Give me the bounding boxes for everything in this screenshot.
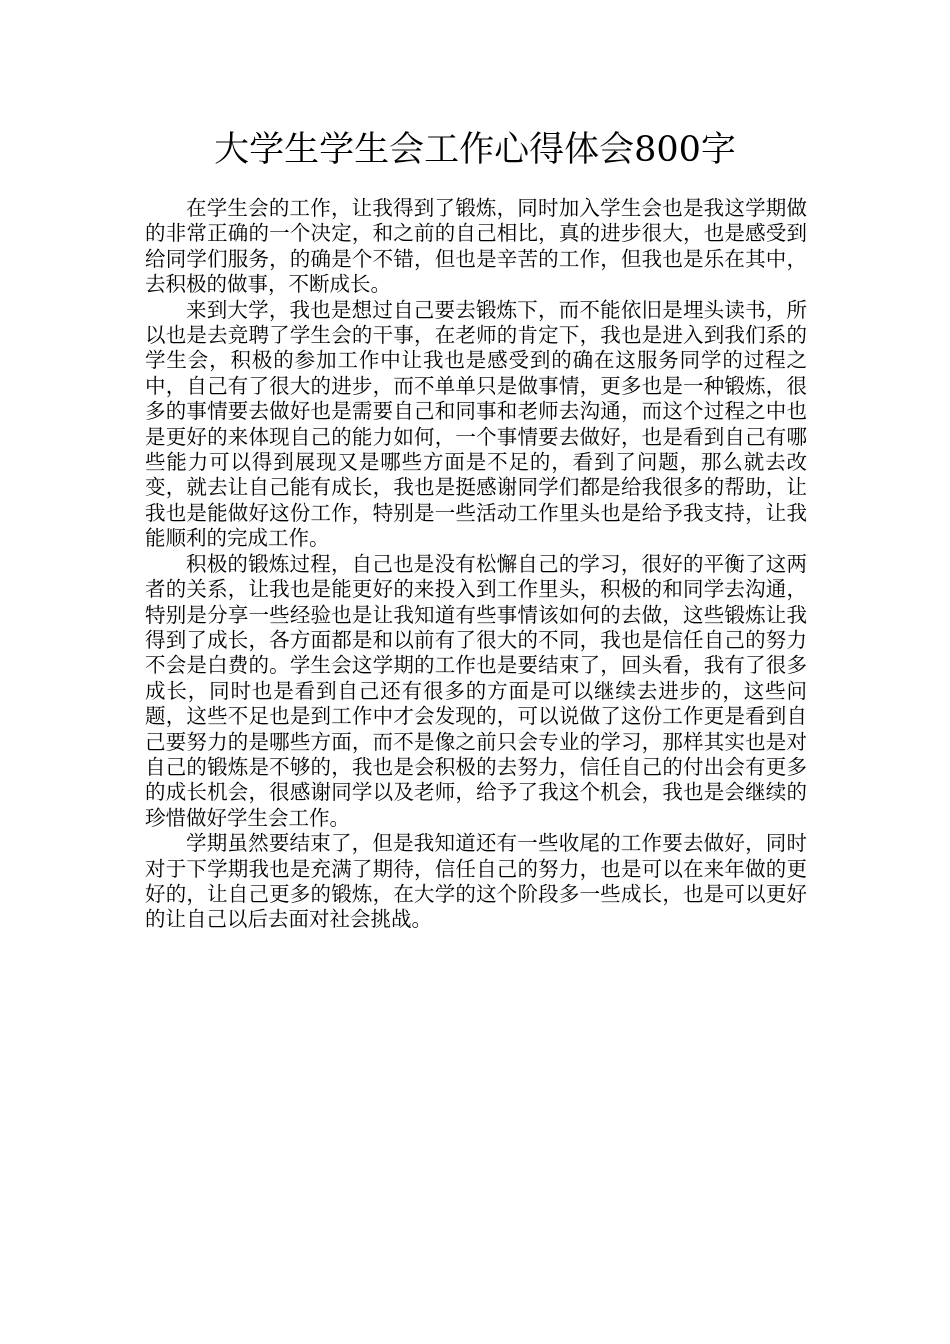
document-title: 大学生学生会工作心得体会800字 (214, 130, 736, 170)
paragraph-1: 在学生会的工作，让我得到了锻炼，同时加入学生会也是我这学期做的非常正确的一个决定，和之前的自己相比，真的进步很大，也是感受到给同学们服务，的确是个不错，但也是辛苦的工作，但我也是乐在其中，去积极的做事，不断成长。 (145, 196, 807, 297)
paragraph-2: 来到大学，我也是想过自己要去锻炼下，而不能依旧是埋头读书，所以也是去竞聘了学生会的干事，在老师的肯定下，我也是进入到我们系的学生会，积极的参加工作中让我也是感受到的确在这服务同学的过程之中，自己有了很大的进步，而不单单只是做事情，更多也是一种锻炼，很多的事情要去做好也是需要自己和同事和老师去沟通，而这个过程之中也是更好的来体现自己的能力如何，一个事情要去做好，也是看到自己有哪些能力可以得到展现又是哪些方面是不足的，看到了问题，那么就去改变，就去让自己能有成长，我也是挺感谢同学们都是给我很多的帮助，让我也是能做好这份工作，特别是一些活动工作里头也是给予我支持，让我能顺利的完成工作。 (145, 297, 807, 551)
paragraph-4: 学期虽然要结束了，但是我知道还有一些收尾的工作要去做好，同时对于下学期我也是充满了期待，信任自己的努力，也是可以在来年做的更好的，让自己更多的锻炼，在大学的这个阶段多一些成长，也是可以更好的让自己以后去面对社会挑战。 (145, 831, 807, 932)
document-body (145, 196, 807, 933)
paragraph-3: 积极的锻炼过程，自己也是没有松懈自己的学习，很好的平衡了这两者的关系，让我也是能更好的来投入到工作里头，积极的和同学去沟通，特别是分享一些经验也是让我知道有些事情该如何的去做，这些锻炼让我得到了成长，各方面都是和以前有了很大的不同，我也是信任自己的努力不会是白费的。学生会这学期的工作也是要结束了，回头看，我有了很多成长，同时也是看到自己还有很多的方面是可以继续去进步的，这些问题，这些不足也是到工作中才会发现的，可以说做了这份工作更是看到自己要努力的是哪些方面，而不是像之前只会专业的学习，那样其实也是对自己的锻炼是不够的，我也是会积极的去努力，信任自己的付出会有更多的成长机会，很感谢同学以及老师，给予了我这个机会，我也是会继续的珍惜做好学生会工作。 (145, 551, 807, 830)
